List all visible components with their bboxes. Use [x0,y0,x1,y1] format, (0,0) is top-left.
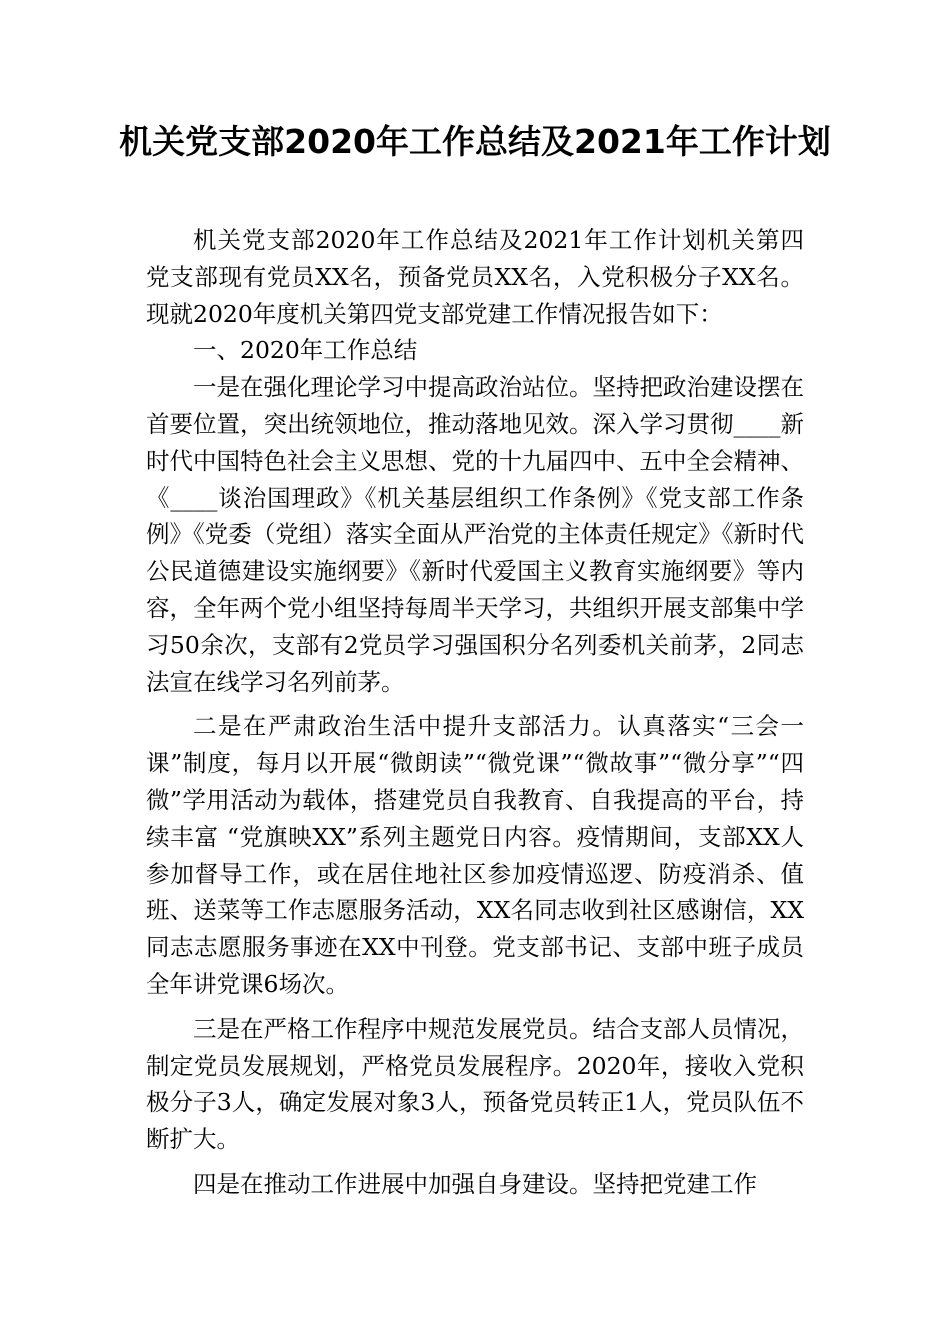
paragraph-theory-study: 一是在强化理论学习中提高政治站位。坚持把政治建设摆在首要位置，突出统领地位，推动落地见效。深入学习贯彻____新时代中国特色社会主义思想、党的十九届四中、五中全会精神、《____谈治国理政》《机关基层组织工作条例》《党支部工作条例》《党委（党组）落实全面从严治党的主体责任规定》《新时代公民道德建设实施纲要》《新时代爱国主义教育实施纲要》等内容，全年两个党小组坚持每周半天学习，共组织开展支部集中学习50余次，支部有2党员学习强国积分名列委机关前茅，2同志法宣在线学习名列前茅。 [146,373,804,696]
document-title: 机关党支部2020年工作总结及2021年工作计划 [119,122,831,161]
paragraph-self-building: 四是在推动工作进展中加强自身建设。坚持把党建工作 [193,1169,757,1198]
section-heading: 一、2020年工作总结 [193,336,418,365]
paragraph-intro: 机关党支部2020年工作总结及2021年工作计划机关第四党支部现有党员XX名，预备党员XX名，入党积极分子XX名。现就2020年度机关第四党支部党建工作情况报告如下： [146,226,804,328]
paragraph-political-life: 二是在严肃政治生活中提升支部活力。认真落实“三会一课”制度，每月以开展“微朗读”“微党课”“微故事”“微分享”“四微”学用活动为载体，搭建党员自我教育、自我提高的平台，持续丰富 “党旗映XX”系列主题党日内容。疫情期间，支部XX人参加督导工作，或在居住地社区参加疫情巡逻、防疫消杀、值班、送菜等工作志愿服务活动，XX名同志收到社区感谢信，XX同志志愿服务事迹在XX中刊登。党支部书记、支部中班子成员全年讲党课6场次。 [146,712,804,998]
paragraph-member-development: 三是在严格工作程序中规范发展党员。结合支部人员情况，制定党员发展规划，严格党员发展程序。2020年，接收入党积极分子3人，确定发展对象3人，预备党员转正1人，党员队伍不断扩大。 [146,1014,804,1154]
document-body [146,222,804,1203]
